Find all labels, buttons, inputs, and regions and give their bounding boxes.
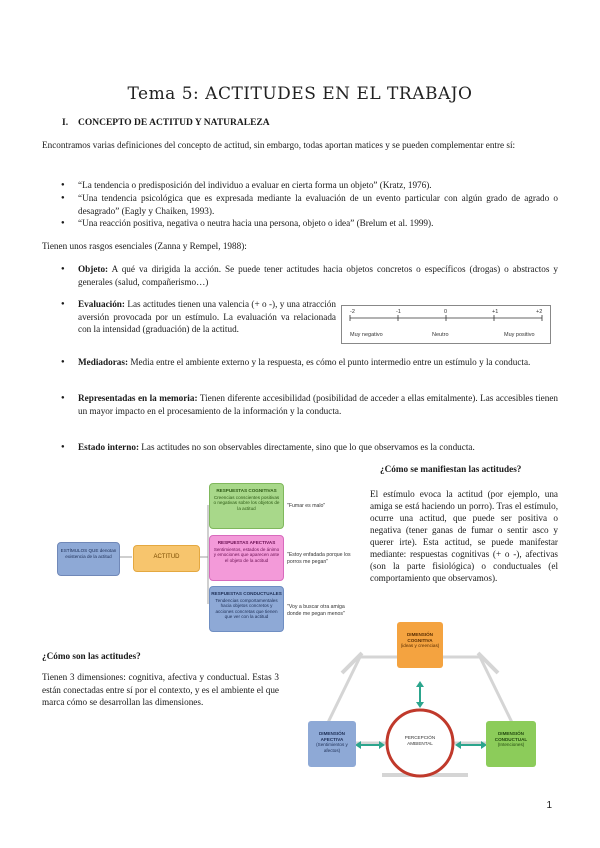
manifest-heading: ¿Cómo se manifiestan las actitudes? — [380, 464, 522, 474]
page-title: Tema 5: ACTITUDES EN EL TRABAJO — [127, 84, 473, 104]
trait-text: Media entre el ambiente externo y la respuesta, es cómo el punto intermedio entre un estímulo y la conducta. — [128, 357, 531, 367]
trait-text: Tienen diferente accesibilidad (posibilidad de acceder a ellas emitalmente). Las accesibles tienen un mayor impacto en el procesamiento de la información y la conducta. — [78, 393, 558, 416]
response-desc: Sentimientos, estados de ánimo y emociones que aparecen ante el objeto de la actitud — [213, 546, 280, 563]
response-desc: Tendencias comportamentales hacia objetos concretos y acciones concretas que tienen que ver con la actitud — [215, 597, 278, 620]
environment-label: PERCEPCIÓN AMBIENTAL — [404, 735, 436, 746]
cognitive-dimension-box — [397, 622, 443, 668]
trait-text: Las actitudes no son observables directamente, sino que lo que observamos es la conducta. — [139, 442, 475, 452]
trait-term: Representadas en la memoria: — [78, 393, 198, 403]
trait-text: Las actitudes tienen una valencia (+ o -), y una atracción aversión provocada por un estímulo. La evaluación va relacionada con la intensidad (graduación) de la actitud. — [78, 299, 336, 334]
definition-item: ● “La tendencia o predisposición del individuo a evaluar en cierta forma un objeto” (Kratz, 1976). — [78, 179, 558, 192]
trait-text: A qué va dirigida la acción. Se puede tener actitudes hacia objetos concretos o específicos (drogas) o abstractos y generales (salud, compañerismo…) — [78, 264, 558, 287]
response-title: RESPUESTAS CONDUCTUALES — [211, 591, 282, 596]
page-number: 1 — [546, 800, 552, 811]
response-desc: Creencias conscientes positivas o negativas sobre los objetos de la actitud — [213, 494, 280, 511]
scale-label-neutral: Neutro — [432, 332, 449, 338]
cognitive-response-box — [209, 483, 284, 529]
dimensions-paragraph: Tienen 3 dimensiones: cognitiva, afectiva y conductual. Estas 3 están conectadas entre sí por el contexto, y es el ambiente el que marca cómo se desarrollan las dimensiones. — [42, 672, 279, 707]
scale-label-negative: Muy negativo — [350, 332, 383, 338]
dimension-title: DIMENSIÓN CONDUCTUAL — [494, 731, 528, 742]
section-title: CONCEPTO DE ACTITUD Y NATURALEZA — [78, 118, 270, 128]
response-quote: "Voy a buscar otra amiga donde me pegan menos" — [287, 604, 345, 617]
scale-tick-label: -2 — [350, 309, 355, 315]
dimension-sub: (Intenciones) — [497, 742, 525, 748]
response-quote: "Fumar es malo" — [287, 503, 326, 509]
trait-term: Objeto: — [78, 264, 109, 274]
behavioral-response-box — [209, 586, 284, 632]
trait-term: Estado interno: — [78, 442, 139, 452]
response-title: RESPUESTAS AFECTIVAS — [217, 540, 276, 545]
arrow-head — [416, 702, 424, 708]
intro-paragraph: Encontramos varias definiciones del concepto de actitud, sin embargo, todas aportan matices y se pueden complementar entre sí: — [42, 140, 516, 150]
affective-response-box — [209, 535, 284, 581]
manifest-paragraph: El estímulo evoca la actitud (por ejemplo, una amiga se está haciendo un porro). Tras el estímulo, ocurre una actitud, que puede ser positiva o negativa (tener ganas de fumar o sentir asco y querer irte). Esta actitud, se puede manifestar mediante: respuestas cognitivas (+ o -), afectivas (son la parte fisiológica) o conductuales (el comportamiento que observamos). — [370, 489, 558, 583]
stimulus-box — [57, 542, 120, 576]
trait-term: Mediadoras: — [78, 357, 129, 367]
attitude-label: ACTITUD — [153, 554, 180, 560]
arrow-head — [416, 681, 424, 687]
dimension-sub: (ideas y creencias) — [400, 643, 440, 649]
trait-term: Evaluación: — [78, 299, 125, 309]
section-number: I. — [62, 118, 69, 128]
scale-label-positive: Muy positivo — [504, 332, 535, 338]
scale-tick-label: +2 — [536, 309, 543, 315]
attitude-box — [133, 545, 200, 572]
scale-tick-label: -1 — [396, 309, 401, 315]
dimension-title: DIMENSIÓN AFECTIVA — [318, 731, 346, 742]
scale-tick-label: 0 — [444, 309, 448, 315]
dimensions-heading: ¿Cómo son las actitudes? — [42, 651, 141, 661]
response-title: RESPUESTAS COGNITIVAS — [216, 488, 277, 493]
definition-item: ● “Una reacción positiva, negativa o neutra hacia una persona, objeto o idea” (Brelum et al. 1999). — [78, 217, 558, 230]
stimulus-label: ESTÍMULOS QUE denotan existencia de la actitud — [60, 548, 117, 559]
dimension-title: DIMENSIÓN COGNITIVA — [406, 632, 434, 643]
scale-tick-label: +1 — [492, 309, 499, 315]
behavioral-dimension-box — [486, 721, 536, 767]
dimension-sub: (Sentimientos y afectos) — [316, 742, 348, 753]
affective-dimension-box — [308, 721, 356, 767]
response-quote: "Estoy enfadada porque los porros me pegan" — [287, 552, 351, 565]
definition-item: ● “Una tendencia psicológica que es expresada mediante la evaluación de un evento particular con algún grado de agrado o desagrado” (Eagly y Chaiken, 1993). — [78, 192, 558, 217]
traits-intro: Tienen unos rasgos esenciales (Zanna y Rempel, 1988): — [42, 241, 247, 251]
